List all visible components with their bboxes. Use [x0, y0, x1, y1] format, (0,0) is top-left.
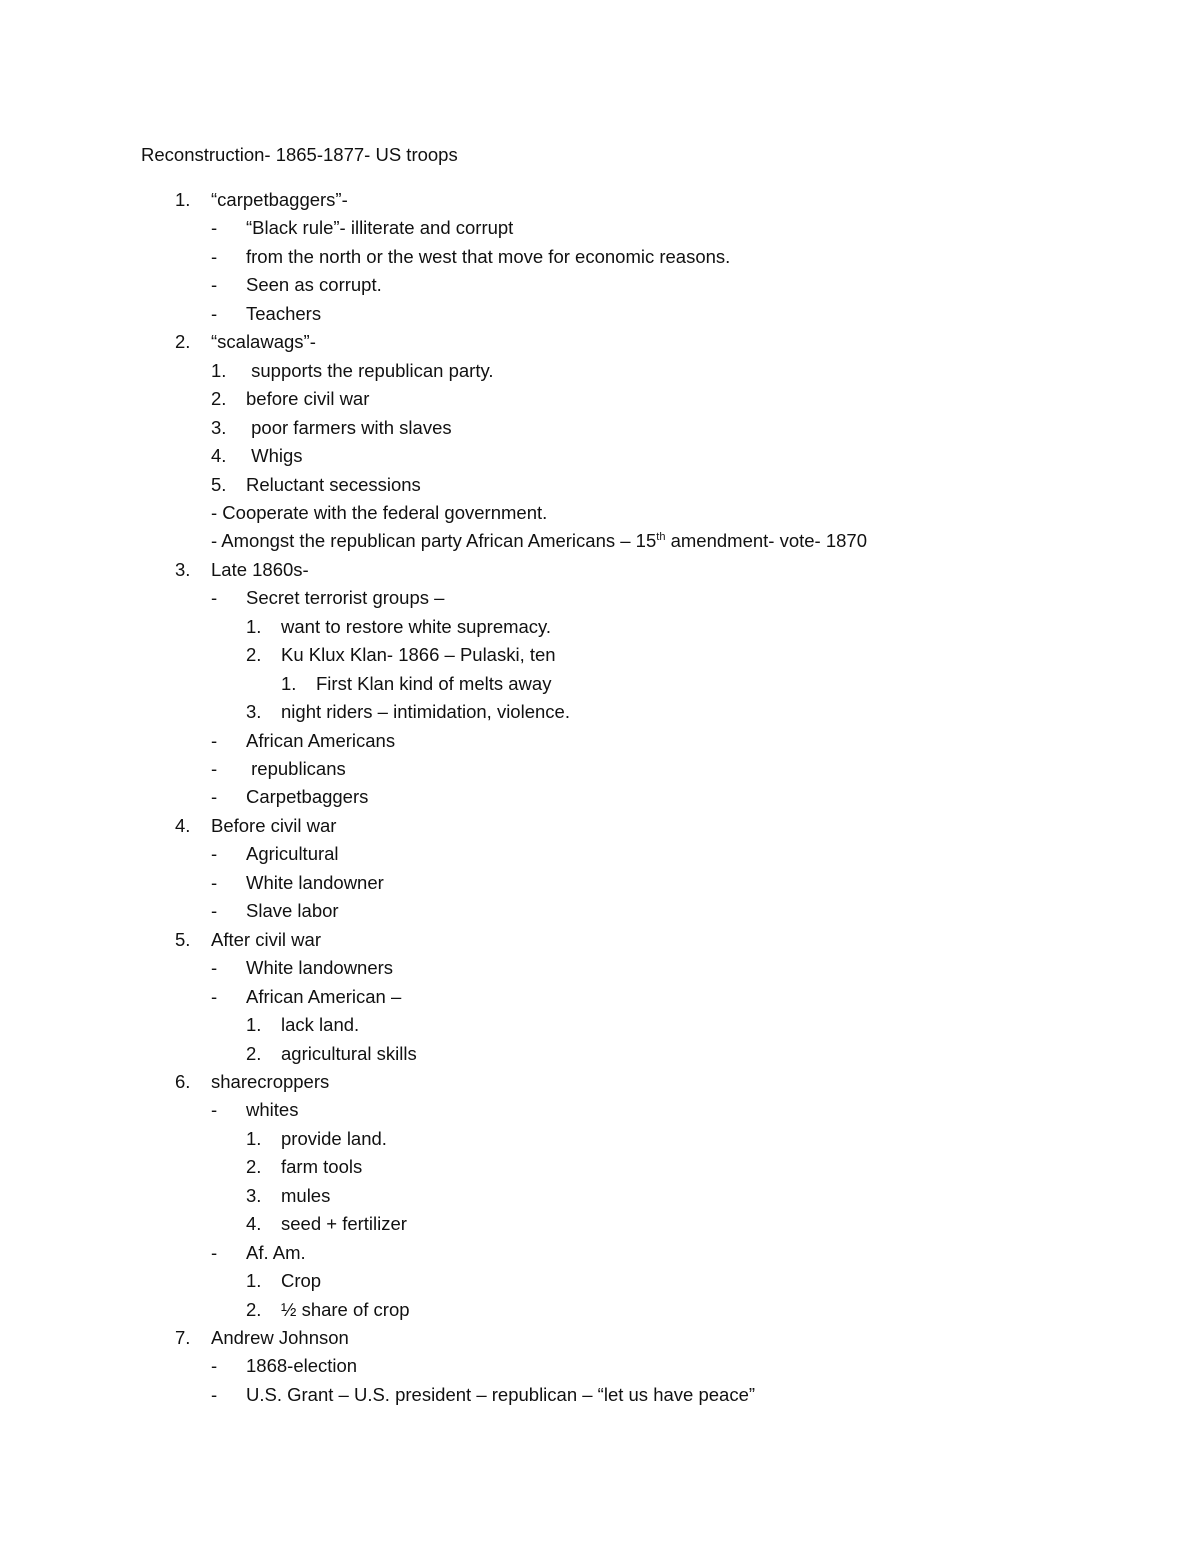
outline-line	[0, 414, 1100, 442]
list-marker: 7.	[175, 1327, 191, 1348]
list-item-text	[246, 300, 321, 328]
outline-line	[0, 755, 1100, 783]
list-item-text	[246, 1239, 306, 1267]
list-item-text	[246, 414, 452, 442]
list-item-main-text: Whigs	[246, 445, 303, 466]
list-marker: 4.	[246, 1213, 262, 1234]
list-marker: -	[211, 1242, 218, 1263]
list-item-main-text: African American –	[246, 986, 402, 1007]
list-item-main-text: Ku Klux Klan- 1866 – Pulaski, ten	[281, 644, 556, 665]
list-item-main-text: - Amongst the republican party African Americans – 15	[211, 530, 657, 551]
outline-line	[0, 1125, 1100, 1153]
list-item-text	[246, 357, 494, 385]
list-marker: -	[211, 786, 218, 807]
outline-line	[0, 1153, 1100, 1181]
list-marker: 2.	[246, 1299, 262, 1320]
outline-line	[0, 954, 1100, 982]
outline-line	[0, 840, 1100, 868]
list-item-main-text: night riders – intimidation, violence.	[281, 701, 570, 722]
list-marker: 1.	[211, 360, 227, 381]
outline-line	[0, 1352, 1100, 1380]
list-marker: 4.	[175, 815, 191, 836]
list-item-text	[246, 243, 730, 271]
list-item-main-text: Reluctant secessions	[246, 474, 421, 495]
list-item-main-text: - Cooperate with the federal government.	[211, 502, 548, 523]
list-item-main-text: Carpetbaggers	[246, 786, 369, 807]
list-item-text	[211, 328, 316, 356]
list-marker: 1.	[246, 1014, 262, 1035]
list-item-text	[281, 1182, 330, 1210]
outline-line	[0, 1068, 1100, 1096]
list-item-text	[246, 1352, 357, 1380]
list-marker: 3.	[175, 559, 191, 580]
list-item-main-text: want to restore white supremacy.	[281, 616, 552, 637]
list-item-text	[281, 1267, 321, 1295]
outline-line	[0, 1040, 1100, 1068]
list-item-main-text: before civil war	[246, 388, 370, 409]
list-item-text	[211, 499, 547, 527]
outline-line	[0, 243, 1100, 271]
outline-line	[0, 812, 1100, 840]
outline-line	[0, 300, 1100, 328]
outline-line	[0, 442, 1100, 470]
list-marker: -	[211, 730, 218, 751]
list-marker: 5.	[175, 929, 191, 950]
list-marker: 6.	[175, 1071, 191, 1092]
list-marker: 1.	[246, 1128, 262, 1149]
list-item-text	[211, 556, 309, 584]
list-item-text	[246, 1381, 755, 1409]
outline-line	[0, 1239, 1100, 1267]
list-item-main-text: White landowners	[246, 957, 394, 978]
list-marker: -	[211, 1384, 218, 1405]
outline-line	[0, 357, 1100, 385]
list-item-text	[211, 812, 336, 840]
list-marker: -	[211, 587, 218, 608]
outline-line	[0, 897, 1100, 925]
list-item-main-text: provide land.	[281, 1128, 387, 1149]
list-marker: -	[211, 274, 218, 295]
list-item-text	[246, 869, 384, 897]
list-item-main-text: White landowner	[246, 872, 384, 893]
list-item-main-text: “carpetbaggers”-	[211, 189, 348, 210]
list-item-main-text: farm tools	[281, 1156, 363, 1177]
list-marker: -	[211, 217, 218, 238]
list-item-text	[211, 186, 348, 214]
list-item-main-text: “Black rule”- illiterate and corrupt	[246, 217, 514, 238]
outline-line	[0, 527, 1100, 555]
list-marker: -	[211, 303, 218, 324]
list-item-text	[281, 698, 570, 726]
list-item-text	[246, 1096, 298, 1124]
outline-line	[0, 1381, 1100, 1409]
list-item-text	[246, 214, 513, 242]
outline-line	[0, 983, 1100, 1011]
outline-line	[0, 556, 1100, 584]
outline-line	[0, 385, 1100, 413]
list-marker: 2.	[246, 1043, 262, 1064]
ordinal-superscript: th	[656, 530, 666, 543]
list-item-text	[246, 983, 401, 1011]
list-item-text	[246, 385, 369, 413]
outline-line	[0, 1210, 1100, 1238]
list-item-text	[246, 584, 444, 612]
list-marker: -	[211, 758, 218, 779]
list-marker: -	[211, 986, 218, 1007]
outline-line	[0, 471, 1100, 499]
list-item-text	[246, 954, 393, 982]
list-item-main-text: Slave labor	[246, 900, 339, 921]
outline-line	[0, 727, 1100, 755]
list-marker: 1.	[175, 189, 191, 210]
list-item-text	[281, 1011, 359, 1039]
list-marker: 4.	[211, 445, 227, 466]
outline-line	[0, 1011, 1100, 1039]
outline-line	[0, 698, 1100, 726]
list-marker: 5.	[211, 474, 227, 495]
list-marker: -	[211, 872, 218, 893]
outline-line	[0, 641, 1100, 669]
list-item-text	[281, 1125, 387, 1153]
list-item-main-text: Andrew Johnson	[211, 1327, 349, 1348]
outline-line	[0, 214, 1100, 242]
list-item-text	[246, 727, 395, 755]
list-item-main-text: “scalawags”-	[211, 331, 316, 352]
outline-line	[0, 1296, 1100, 1324]
list-marker: 3.	[246, 701, 262, 722]
list-item-main-text: Secret terrorist groups –	[246, 587, 445, 608]
list-marker: -	[211, 957, 218, 978]
list-marker: 2.	[246, 644, 262, 665]
list-item-text	[281, 613, 551, 641]
outline-line	[0, 186, 1100, 214]
list-item-text	[281, 1210, 407, 1238]
list-item-main-text: African Americans	[246, 730, 396, 751]
list-item-text	[281, 1153, 362, 1181]
outline-line	[0, 613, 1100, 641]
list-item-main-text: 1868-election	[246, 1355, 358, 1376]
list-item-main-text: First Klan kind of melts away	[316, 673, 552, 694]
list-item-main-text: lack land.	[281, 1014, 360, 1035]
list-marker: 1.	[281, 673, 297, 694]
list-item-text	[246, 783, 368, 811]
list-marker: -	[211, 900, 218, 921]
list-marker: 2.	[211, 388, 227, 409]
list-item-main-text: Crop	[281, 1270, 322, 1291]
list-item-main-text: republicans	[246, 758, 346, 779]
list-item-main-text: Before civil war	[211, 815, 337, 836]
list-item-main-text: Teachers	[246, 303, 322, 324]
outline-line	[0, 271, 1100, 299]
list-item-main-text: Agricultural	[246, 843, 339, 864]
list-marker: -	[211, 1355, 218, 1376]
list-item-main-text: poor farmers with slaves	[246, 417, 452, 438]
list-item-main-text: sharecroppers	[211, 1071, 330, 1092]
list-marker: -	[211, 246, 218, 267]
document-title: Reconstruction- 1865-1877- US troops	[141, 144, 458, 165]
outline-line	[0, 1267, 1100, 1295]
list-item-main-text: from the north or the west that move for economic reasons.	[246, 246, 731, 267]
outline-line	[0, 1182, 1100, 1210]
outline-line	[0, 783, 1100, 811]
list-item-main-text: mules	[281, 1185, 331, 1206]
list-item-main-text: whites	[246, 1099, 299, 1120]
outline-line	[0, 499, 1100, 527]
list-marker: 3.	[211, 417, 227, 438]
list-item-text	[316, 670, 551, 698]
list-marker: 3.	[246, 1185, 262, 1206]
list-marker: -	[211, 843, 218, 864]
list-item-main-text: U.S. Grant – U.S. president – republican – “let us have peace”	[246, 1384, 756, 1405]
list-item-text	[281, 1296, 410, 1324]
list-item-main-text: agricultural skills	[281, 1043, 417, 1064]
list-item-main-text: seed + fertilizer	[281, 1213, 407, 1234]
list-item-text	[211, 1324, 349, 1352]
outline-line	[0, 328, 1100, 356]
list-item-main-text: supports the republican party.	[246, 360, 494, 381]
list-item-text	[246, 897, 339, 925]
outline-line	[0, 926, 1100, 954]
outline-line	[0, 869, 1100, 897]
list-item-main-text: Late 1860s-	[211, 559, 309, 580]
list-item-text	[246, 442, 303, 470]
list-item-text	[246, 840, 339, 868]
list-marker: -	[211, 1099, 218, 1120]
outline-line	[0, 1096, 1100, 1124]
outline-line	[0, 584, 1100, 612]
list-item-text	[211, 1068, 329, 1096]
list-marker: 2.	[175, 331, 191, 352]
list-item-text	[246, 755, 346, 783]
list-item-text	[281, 641, 556, 669]
list-item-text	[246, 271, 382, 299]
list-marker: 1.	[246, 1270, 262, 1291]
list-item-trailing-text: amendment- vote- 1870	[665, 530, 868, 551]
list-item-main-text: After civil war	[211, 929, 321, 950]
outline-line	[0, 670, 1100, 698]
list-item-main-text: Seen as corrupt.	[246, 274, 382, 295]
list-marker: 1.	[246, 616, 262, 637]
list-item-main-text: Af. Am.	[246, 1242, 306, 1263]
list-item-text	[211, 527, 867, 555]
list-item-text	[246, 471, 421, 499]
list-item-text	[211, 926, 321, 954]
list-item-text	[281, 1040, 417, 1068]
outline-line	[0, 1324, 1100, 1352]
list-marker: 2.	[246, 1156, 262, 1177]
list-item-main-text: ½ share of crop	[281, 1299, 410, 1320]
